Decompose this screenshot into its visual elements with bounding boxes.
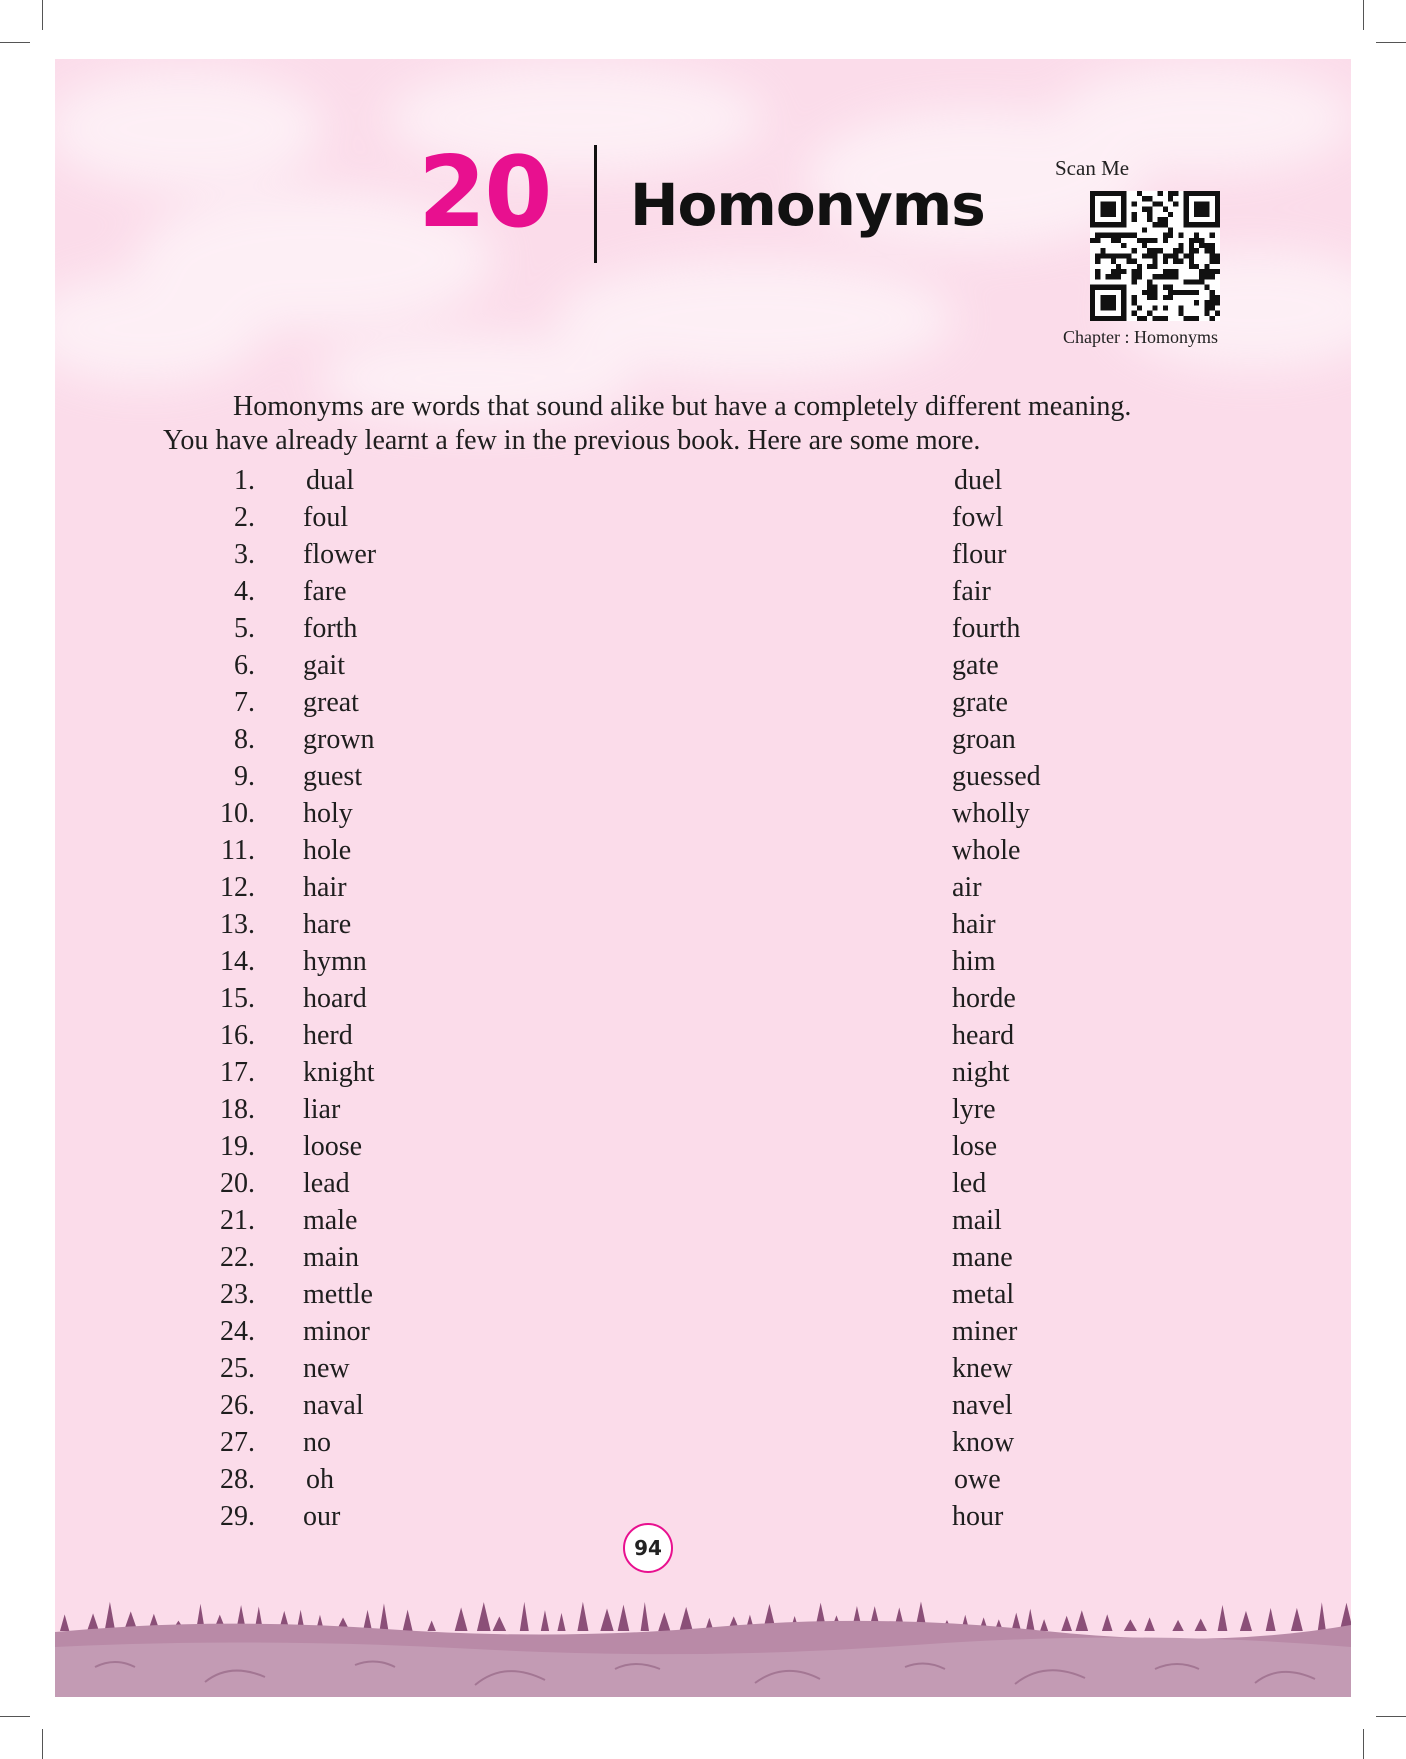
crop-mark xyxy=(1363,0,1364,30)
item-number: 8. xyxy=(234,724,255,755)
item-number: 27. xyxy=(220,1427,255,1458)
item-number: 23. xyxy=(220,1279,255,1310)
list-item xyxy=(55,1424,1351,1461)
crop-mark xyxy=(0,1716,30,1717)
list-item xyxy=(55,1313,1351,1350)
homonym-pair: fowl xyxy=(952,502,1004,533)
item-number: 12. xyxy=(220,872,255,903)
list-item xyxy=(55,647,1351,684)
item-number: 24. xyxy=(220,1316,255,1347)
word: hymn xyxy=(303,946,367,977)
title-divider xyxy=(594,145,597,263)
item-number: 15. xyxy=(220,983,255,1014)
word: dual xyxy=(306,465,355,496)
homonym-pair: him xyxy=(952,946,996,977)
word: new xyxy=(303,1353,350,1384)
homonym-pair: horde xyxy=(952,983,1016,1014)
list-item xyxy=(55,906,1351,943)
item-number: 20. xyxy=(220,1168,255,1199)
intro-paragraph xyxy=(163,390,1313,458)
item-number: 3. xyxy=(234,539,255,570)
homonym-pair: knew xyxy=(952,1353,1013,1384)
intro-line: Homonyms are words that sound alike but have a completely different meaning. xyxy=(233,391,1132,422)
word: hoard xyxy=(303,983,367,1014)
qr-caption: Chapter : Homonyms xyxy=(1063,327,1218,347)
homonym-pair: grate xyxy=(952,687,1008,718)
item-number: 21. xyxy=(220,1205,255,1236)
word: hole xyxy=(303,835,352,866)
item-number: 9. xyxy=(234,761,255,792)
word: our xyxy=(303,1501,341,1532)
word: grown xyxy=(303,724,375,755)
list-item xyxy=(55,1461,1351,1498)
word: holy xyxy=(303,798,353,829)
list-item xyxy=(55,1054,1351,1091)
item-number: 18. xyxy=(220,1094,255,1125)
homonym-pair: hair xyxy=(952,909,996,940)
list-item xyxy=(55,1387,1351,1424)
word: forth xyxy=(303,613,358,644)
list-item xyxy=(55,610,1351,647)
homonym-pair: wholly xyxy=(952,798,1030,829)
homonym-pair: hour xyxy=(952,1501,1004,1532)
item-number: 19. xyxy=(220,1131,255,1162)
word: knight xyxy=(303,1057,375,1088)
homonym-pair: mane xyxy=(952,1242,1013,1273)
item-number: 2. xyxy=(234,502,255,533)
list-item xyxy=(55,1091,1351,1128)
word: hair xyxy=(303,872,347,903)
list-item xyxy=(55,832,1351,869)
word: fare xyxy=(303,576,347,607)
word: gait xyxy=(303,650,345,681)
word: mettle xyxy=(303,1279,373,1310)
item-number: 5. xyxy=(234,613,255,644)
homonym-pair: miner xyxy=(952,1316,1018,1347)
scan-me-label: Scan Me xyxy=(1055,156,1130,180)
item-number: 28. xyxy=(220,1464,255,1495)
item-number: 1. xyxy=(234,465,255,496)
list-item xyxy=(55,1350,1351,1387)
crop-mark xyxy=(0,42,30,43)
homonym-pair: groan xyxy=(952,724,1016,755)
crop-mark xyxy=(42,1729,43,1759)
list-item xyxy=(55,1128,1351,1165)
landscape-footer xyxy=(55,1587,1351,1697)
list-item xyxy=(55,684,1351,721)
homonym-pair: whole xyxy=(952,835,1021,866)
list-item xyxy=(55,1239,1351,1276)
word: main xyxy=(303,1242,359,1273)
item-number: 11. xyxy=(221,835,255,866)
word: great xyxy=(303,687,359,718)
list-item xyxy=(55,721,1351,758)
qr-code-icon[interactable] xyxy=(1090,191,1220,321)
word: foul xyxy=(303,502,349,533)
item-number: 17. xyxy=(220,1057,255,1088)
list-item xyxy=(55,499,1351,536)
homonym-pair: lyre xyxy=(952,1094,996,1125)
homonym-pair: metal xyxy=(952,1279,1015,1310)
crop-mark xyxy=(1363,1729,1364,1759)
item-number: 10. xyxy=(220,798,255,829)
word: guest xyxy=(303,761,363,792)
word: flower xyxy=(303,539,377,570)
list-item xyxy=(55,980,1351,1017)
homonym-pair: heard xyxy=(952,1020,1015,1051)
item-number: 26. xyxy=(220,1390,255,1421)
book-page xyxy=(55,59,1351,1697)
list-item xyxy=(55,943,1351,980)
item-number: 14. xyxy=(220,946,255,977)
homonym-pair: duel xyxy=(954,465,1003,496)
list-item xyxy=(55,758,1351,795)
item-number: 22. xyxy=(220,1242,255,1273)
word: hare xyxy=(303,909,352,940)
list-item xyxy=(55,573,1351,610)
list-item xyxy=(55,1276,1351,1313)
homonym-pair: led xyxy=(952,1168,987,1199)
homonym-pair: fair xyxy=(952,576,991,607)
word: minor xyxy=(303,1316,370,1347)
homonym-pair: flour xyxy=(952,539,1007,570)
homonym-pair: owe xyxy=(954,1464,1001,1495)
homonym-pair: navel xyxy=(952,1390,1013,1421)
list-item xyxy=(55,1017,1351,1054)
homonym-pair: mail xyxy=(952,1205,1002,1236)
word: herd xyxy=(303,1020,353,1051)
chapter-header xyxy=(55,59,1351,419)
word: no xyxy=(303,1427,331,1458)
item-number: 4. xyxy=(234,576,255,607)
item-number: 6. xyxy=(234,650,255,681)
homonym-pair: know xyxy=(952,1427,1015,1458)
homonym-pair: guessed xyxy=(952,761,1041,792)
page-number: 94 xyxy=(623,1523,673,1573)
item-number: 7. xyxy=(234,687,255,718)
crop-mark xyxy=(42,0,43,30)
homonym-pair: fourth xyxy=(952,613,1021,644)
homonym-pair: lose xyxy=(952,1131,998,1162)
homonym-pair: gate xyxy=(952,650,999,681)
list-item xyxy=(55,536,1351,573)
word: liar xyxy=(303,1094,341,1125)
list-item xyxy=(55,462,1351,499)
intro-line: You have already learnt a few in the previous book. Here are some more. xyxy=(163,425,981,456)
item-number: 25. xyxy=(220,1353,255,1384)
item-number: 29. xyxy=(220,1501,255,1532)
chapter-title: Homonyms xyxy=(630,171,985,239)
crop-mark xyxy=(1376,1716,1406,1717)
chapter-number: 20 xyxy=(418,136,551,250)
word: loose xyxy=(303,1131,363,1162)
list-item xyxy=(55,1165,1351,1202)
item-number: 13. xyxy=(220,909,255,940)
list-item xyxy=(55,869,1351,906)
homonym-pair: air xyxy=(952,872,982,903)
list-item xyxy=(55,795,1351,832)
list-item xyxy=(55,1498,1351,1535)
word: naval xyxy=(303,1390,364,1421)
word: lead xyxy=(303,1168,350,1199)
homonym-pair: night xyxy=(952,1057,1010,1088)
list-item xyxy=(55,1202,1351,1239)
crop-mark xyxy=(1376,42,1406,43)
word: male xyxy=(303,1205,358,1236)
word: oh xyxy=(306,1464,334,1495)
item-number: 16. xyxy=(220,1020,255,1051)
